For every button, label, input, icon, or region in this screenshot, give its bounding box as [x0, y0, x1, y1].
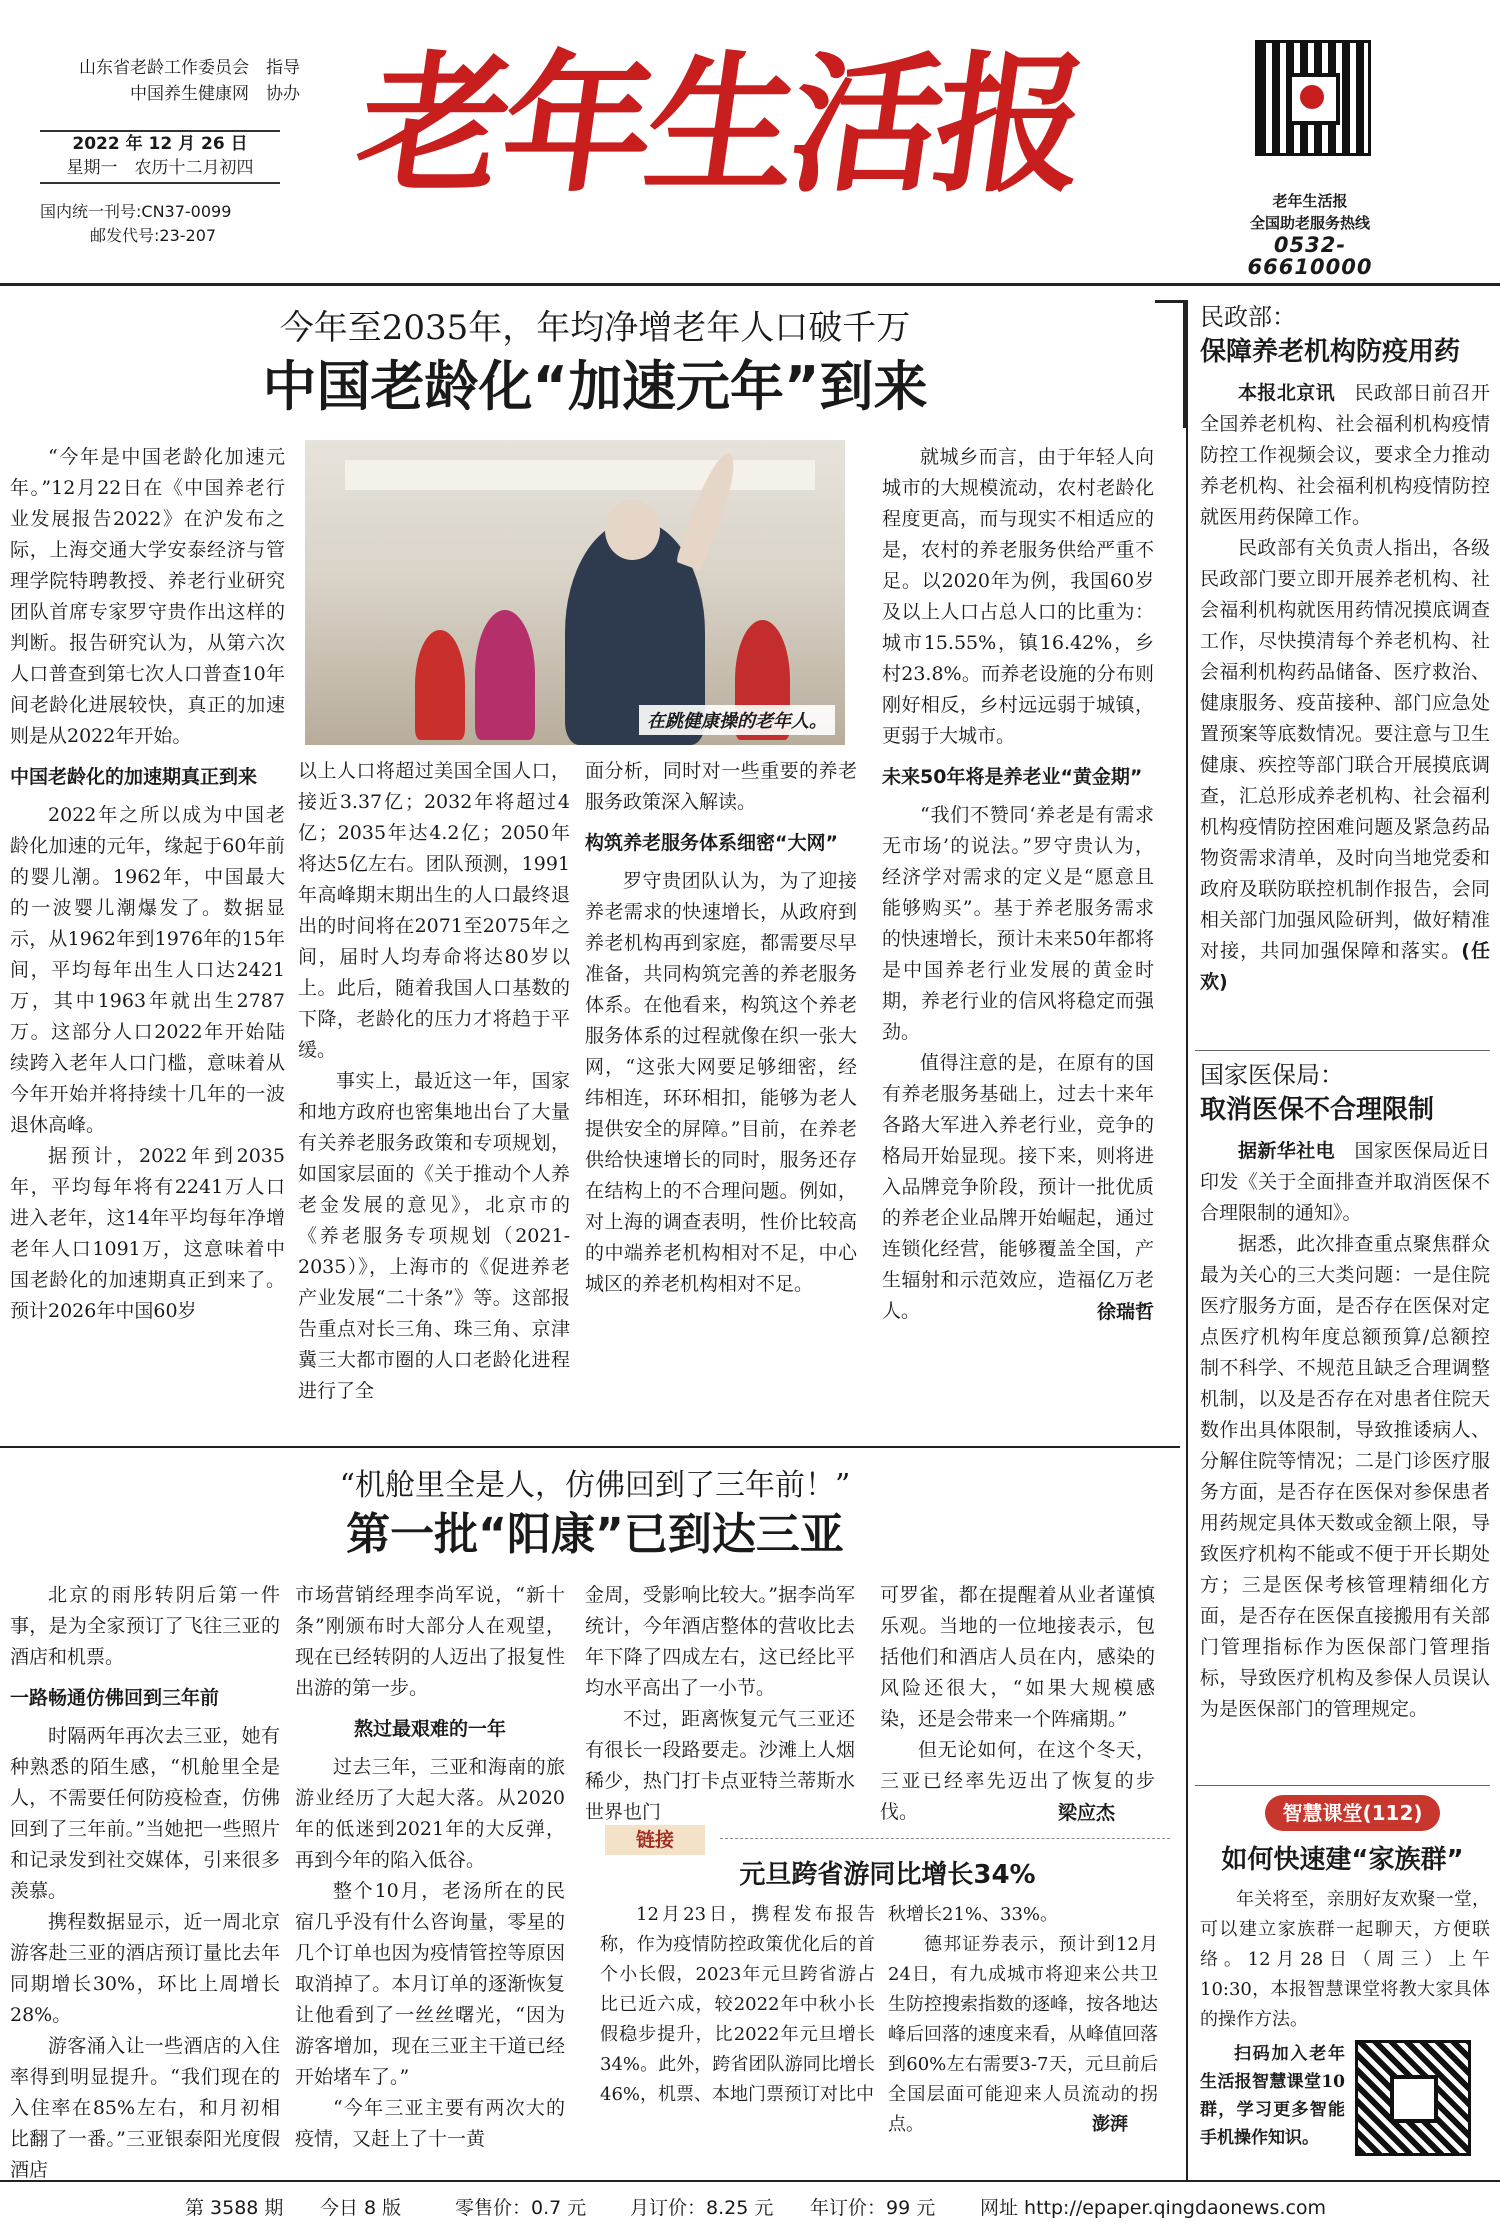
second-paragraph: 但无论如何，在这个冬天，三亚已经率先迈出了恢复的步伐。 — [880, 1739, 1155, 1823]
lead-subheading: 中国老龄化的加速期真正到来 — [10, 766, 258, 788]
link-tag: 链接 — [605, 1825, 705, 1855]
sponsor-line-1: 山东省老龄工作委员会 指导 — [79, 58, 300, 78]
link-paragraph: 秋增长21%、33%。 — [888, 1904, 1059, 1925]
sidebar-title: 保障养老机构防疫用药 — [1200, 337, 1461, 367]
lead-photo — [305, 440, 845, 745]
footer-pages: 今日 8 版 — [320, 2197, 402, 2219]
second-column-4 — [880, 1580, 1155, 1829]
second-paragraph: 市场营销经理李尚军说，“新十条”刚颁布时大部分人在观望，现在已经转阴的人迈出了报复性出游的第一步。 — [295, 1584, 565, 1699]
newspaper-title: 老年生活报 — [347, 37, 1093, 213]
lead-paragraph: 据预计，2022年到2035年，平均每年将有2241万人口进入老年，这14年平均每年净增老年人口1091万，这意味着中国老龄化的加速期真正到来了。预计2026年中国60岁 — [10, 1145, 285, 1322]
qr-code-icon — [1255, 40, 1371, 156]
lead-paragraph: 值得注意的是，在原有的国有养老服务基础上，过去十来年各路大军进入养老行业，竞争的格局开始显现。接下来，则将进入品牌竞争阶段，预计一批优质的养老企业品牌开始崛起，通过连锁化经营，能够覆盖全国，产生辐射和示范效应，造福亿万老人。 — [882, 1052, 1154, 1322]
qr-caption: 老年生活报 — [1272, 192, 1348, 210]
second-paragraph: 整个10月，老汤所在的民宿几乎没有什么咨询量，零星的几个订单也因为疫情管控等原因取消掉了。本月订单的逐渐恢复让他看到了一丝丝曙光，“因为游客增加，现在三亚主干道已经开始堵车了。” — [295, 1880, 565, 2088]
masthead-divider — [0, 283, 1500, 286]
second-column-3 — [585, 1580, 855, 1828]
sidebar-paragraph: 民政部有关负责人指出，各级民政部门要立即开展养老机构、社会福利机构就医用药情况摸底调查工作，尽快摸清每个养老机构、社会福利机构药品储备、医疗救治、健康服务、疫苗接种、部门应急处置预案等底数情况。要注意与卫生健康、疾控等部门联合开展摸底调查，汇总形成养老机构、社会福利机构疫情防控困难问题及紧急药品物资需求清单，及时向当地党委和政府及联防联控机制作报告，会同相关部门加强风险研判，做好精准对接，共同加强保障和落实。 — [1200, 537, 1490, 962]
weekday-lunar: 星期一 农历十二月初四 — [66, 158, 254, 178]
second-paragraph: 携程数据显示，近一周北京游客赴三亚的酒店预订量比去年同期增长30%，环比上周增长28%。 — [10, 1911, 280, 2026]
footer-bar — [0, 2186, 1500, 2230]
smart-class-body — [1200, 1885, 1490, 2035]
link-paragraph: 12月23日，携程发布报告称，作为疫情防控政策优化后的首个小长假，2023年元旦跨省游占比已近六成，较2022年中秋小长假稳步提升，比2022年元旦增长34%。此外，跨省团队游同比增长46%，机票、本地门票预订对比中 — [600, 1904, 875, 2105]
issue-date: 2022 年 12 月 26 日 — [72, 134, 248, 154]
hotline-number: 0532-66610000 — [1247, 233, 1373, 279]
link-paragraph: 德邦证券表示，预计到12月24日，有九成城市将迎来公共卫生防控搜索指数的逐峰，按各地达峰后回落的速度来看，从峰值回落到60%左右需要3-7天，元旦前后全国层面可能迎来人员流动的拐点。 — [888, 1934, 1158, 2135]
photo-figure-red — [415, 630, 465, 740]
link-column-1 — [600, 1900, 875, 2110]
lead-column-2 — [298, 756, 570, 1407]
photo-caption: 在跳健康操的老年人。 — [639, 705, 835, 735]
publication-codes — [40, 200, 231, 248]
lead-headline: 中国老龄化“加速元年”到来 — [262, 355, 928, 418]
lead-paragraph: 就城乡而言，由于年轻人向城市的大规模流动，农村老龄化程度更高，而与现实不相适应的是，农村的养老服务供给严重不足。以2020年为例，我国60岁及以上人口占总人口的比重为：城市15.55%，镇16.42%，乡村23.8%。而养老设施的分布则刚好相反，乡村远远弱于城镇，更弱于大城市。 — [882, 446, 1154, 747]
date-box — [40, 130, 280, 184]
second-paragraph: 时隔两年再次去三亚，她有种熟悉的陌生感，“机舱里全是人，不需要任何防疫检查，仿佛回到了三年前。”当她把一些照片和记录发到社交媒体，引来很多羡慕。 — [10, 1725, 280, 1902]
qr-code-icon — [1355, 2040, 1471, 2156]
second-byline: 梁应杰 — [1057, 1802, 1115, 1824]
second-paragraph: 过去三年，三亚和海南的旅游业经历了大起大落。从2020年的低迷到2021年的大反弹，再到今年的陷入低谷。 — [295, 1756, 565, 1871]
lead-paragraph: “我们不赞同‘养老是有需求无市场’的说法。”罗守贵认为，经济学对需求的定义是“愿意且能够购买”。基于养老服务需求的快速增长，预计未来50年都将是中国养老行业发展的黄金时期，养老行业的信风将稳定而强劲。 — [882, 804, 1154, 1043]
second-subheading: 熬过最艰难的一年 — [353, 1718, 506, 1740]
hotline-box — [1230, 190, 1390, 278]
second-paragraph: 不过，距离恢复元气三亚还有很长一段路要走。沙滩上人烟稀少，热门打卡点亚特兰蒂斯水世界也门 — [585, 1708, 855, 1823]
second-paragraph: 游客涌入让一些酒店的入住率得到明显提升。“我们现在的入住率在85%左右，和月初相比翻了一番。”三亚银泰阳光度假酒店 — [10, 2035, 280, 2181]
photo-figure-head — [605, 500, 660, 560]
link-rule — [720, 1838, 1170, 1839]
sidebar-paragraph: 国家医保局近日印发《关于全面排查并取消医保不合理限制的通知》。 — [1200, 1140, 1490, 1224]
sidebar-title: 取消医保不合理限制 — [1200, 1095, 1435, 1125]
lead-subheading: 构筑养老服务体系细密“大网” — [585, 832, 838, 854]
lead-paragraph: 以上人口将超过美国全国人口，接近3.37亿；2032年将超过4亿；2035年达4.2亿；2050年将达5亿左右。团队预测，1991年高峰期末期出生的人口最终退出的时间将在2071至2075年之间，届时人均寿命将达80岁以上。此后，随着我国人口基数的下降，老龄化的压力才将趋于平缓。 — [298, 760, 570, 1061]
photo-figure-magenta — [475, 610, 535, 740]
section-divider — [0, 1446, 1180, 1448]
second-headline: 第一批“阳康”已到达三亚 — [346, 1509, 844, 1560]
sidebar-rule — [1195, 1050, 1490, 1051]
sidebar-divider — [1186, 300, 1188, 2180]
smart-class-paragraph: 年关将至，亲朋好友欢聚一堂，可以建立家族群一起聊天，方便联络。12月28日（周三）上午10:30，本报智慧课堂将教大家具体的操作方法。 — [1200, 1889, 1490, 2030]
lead-column-4 — [882, 442, 1154, 1328]
smart-class-qr-text — [1200, 2040, 1345, 2152]
second-kicker: “机舱里全是人，仿佛回到了三年前！” — [339, 1468, 851, 1503]
second-paragraph: 可罗雀，都在提醒着从业者谨慎乐观。当地的一位地接表示，包括他们和酒店人员在内，感染的风险还很大，“如果大规模感染，还是会带来一个阵痛期。” — [880, 1584, 1155, 1730]
sidebar-story-2 — [1200, 1058, 1490, 1725]
postal-code: 邮发代号:23-207 — [90, 226, 217, 245]
smart-class-title: 如何快速建“家族群” — [1221, 1845, 1464, 1875]
sidebar-paragraph: 民政部日前召开全国养老机构、社会福利机构疫情防控工作视频会议，要求全力推动养老机构、社会福利机构疫情防控就医用药保障工作。 — [1200, 382, 1490, 528]
sidebar-story-1 — [1200, 300, 1490, 998]
second-column-2 — [295, 1580, 565, 2155]
second-column-1 — [10, 1580, 280, 2186]
footer-issue: 第 3588 期 — [185, 2197, 284, 2219]
lead-paragraph: 罗守贵团队认为，为了迎接养老需求的快速增长，从政府到养老机构再到家庭，都需要尽早准备，共同构筑完善的养老服务体系。在他看来，构筑这个养老服务体系的过程就像在织一张大网，“这张大网要足够细密，经纬相连，环环相扣，能够为老人提供安全的屏障。”目前，在养老供给快速增长的同时，服务还存在结构上的不合理问题。例如，对上海的调查表明，性价比较高的中端养老机构相对不足，中心城区的养老机构相对不足。 — [585, 870, 857, 1295]
smart-class-badge: 智慧课堂(112) — [1265, 1795, 1440, 1831]
hotline-label: 全国助老服务热线 — [1249, 214, 1370, 232]
masthead-sponsors — [40, 55, 300, 107]
sidebar-dateline: 本报北京讯 — [1238, 382, 1336, 404]
sidebar-kicker: 民政部： — [1200, 303, 1296, 331]
lead-subheading: 未来50年将是养老业“黄金期” — [882, 766, 1143, 788]
sidebar-byline: (任欢) — [1200, 940, 1490, 993]
second-paragraph: 金周，受影响比较大。”据李尚军统计，今年酒店整体的营收比去年下降了四成左右，这已经比平均水平高出了一小节。 — [585, 1584, 855, 1699]
cn-number: 国内统一刊号:CN37-0099 — [40, 202, 232, 221]
link-byline: 澎湃 — [1092, 2114, 1128, 2135]
link-title: 元旦跨省游同比增长34% — [739, 1860, 1036, 1890]
sidebar-kicker: 国家医保局： — [1200, 1061, 1344, 1089]
lead-paragraph: 2022年之所以成为中国老龄化加速的元年，缘起于60年前的婴儿潮。1962年，中国最大的一波婴儿潮爆发了。数据显示，从1962年到1976年的15年间，平均每年出生人口达2421万，其中1963年就出生2787万。这部分人口2022年开始陆续跨入老年人口门槛，意味着从今年开始并将持续十几年的一波退休高峰。 — [10, 804, 285, 1136]
smart-class-qr-caption: 扫码加入老年生活报智慧课堂10群，学习更多智能手机操作知识。 — [1200, 2044, 1345, 2148]
footer-yearly: 年订价：99 元 — [810, 2197, 936, 2219]
sponsor-line-2: 中国养生健康网 协办 — [130, 84, 300, 104]
lead-paragraph: 事实上，最近这一年，国家和地方政府也密集地出台了大量有关养老服务政策和专项规划，如国家层面的《关于推动个人养老金发展的意见》，北京市的《养老服务专项规划（2021-2035）》，上海市的《促进养老产业发展“二十条”》等。这部报告重点对长三角、珠三角、京津冀三大都市圈的人口老龄化进程进行了全 — [298, 1070, 570, 1402]
sidebar-rule — [1195, 1785, 1490, 1786]
lead-paragraph: “今年是中国老龄化加速元年。”12月22日在《中国养老行业发展报告2022》在沪发布之际，上海交通大学安泰经济与管理学院特聘教授、养老行业研究团队首席专家罗守贵作出这样的判断。报告研究认为，从第六次人口普查到第七次人口普查10年间老龄化进展较快，真正的加速则是从2022年开始。 — [10, 446, 285, 747]
footer-rule — [0, 2180, 1500, 2182]
footer-monthly: 月订价：8.25 元 — [630, 2197, 774, 2219]
lead-frame-corner — [1155, 300, 1186, 428]
second-subheading: 一路畅通仿佛回到三年前 — [10, 1687, 220, 1709]
link-column-2 — [888, 1900, 1158, 2140]
second-paragraph: “今年三亚主要有两次大的疫情，又赶上了十一黄 — [295, 2097, 565, 2150]
second-paragraph: 北京的雨彤转阴后第一件事，是为全家预订了飞往三亚的酒店和机票。 — [10, 1584, 280, 1668]
lead-kicker: 今年至2035年，年均净增老年人口破千万 — [279, 308, 911, 348]
lead-column-1 — [10, 442, 285, 1327]
footer-price: 零售价：0.7 元 — [455, 2197, 587, 2219]
lead-column-3 — [585, 756, 857, 1300]
lead-byline: 徐瑞哲 — [1096, 1301, 1154, 1323]
sidebar-paragraph: 据悉，此次排查重点聚焦群众最为关心的三大类问题：一是住院医疗服务方面，是否存在医保对定点医疗机构年度总额预算/总额控制不科学、不规范且缺乏合理调整机制，以及是否存在对患者住院天数作出具体限制，导致推诿病人、分解住院等情况；二是门诊医疗服务方面，是否存在医保对参保患者用药规定具体天数或金额上限，导致医疗机构不能或不便于开长期处方；三是医保考核管理精细化方面，是否存在医保直接搬用有关部门管理指标作为医保部门管理指标，导致医疗机构及参保人员误认为是医保部门的管理规定。 — [1200, 1233, 1490, 1720]
sidebar-dateline: 据新华社电 — [1238, 1140, 1336, 1162]
photo-ceiling — [345, 460, 815, 490]
footer-website[interactable]: 网址 http://epaper.qingdaonews.com — [980, 2197, 1327, 2219]
lead-paragraph: 面分析，同时对一些重要的养老服务政策深入解读。 — [585, 760, 857, 813]
